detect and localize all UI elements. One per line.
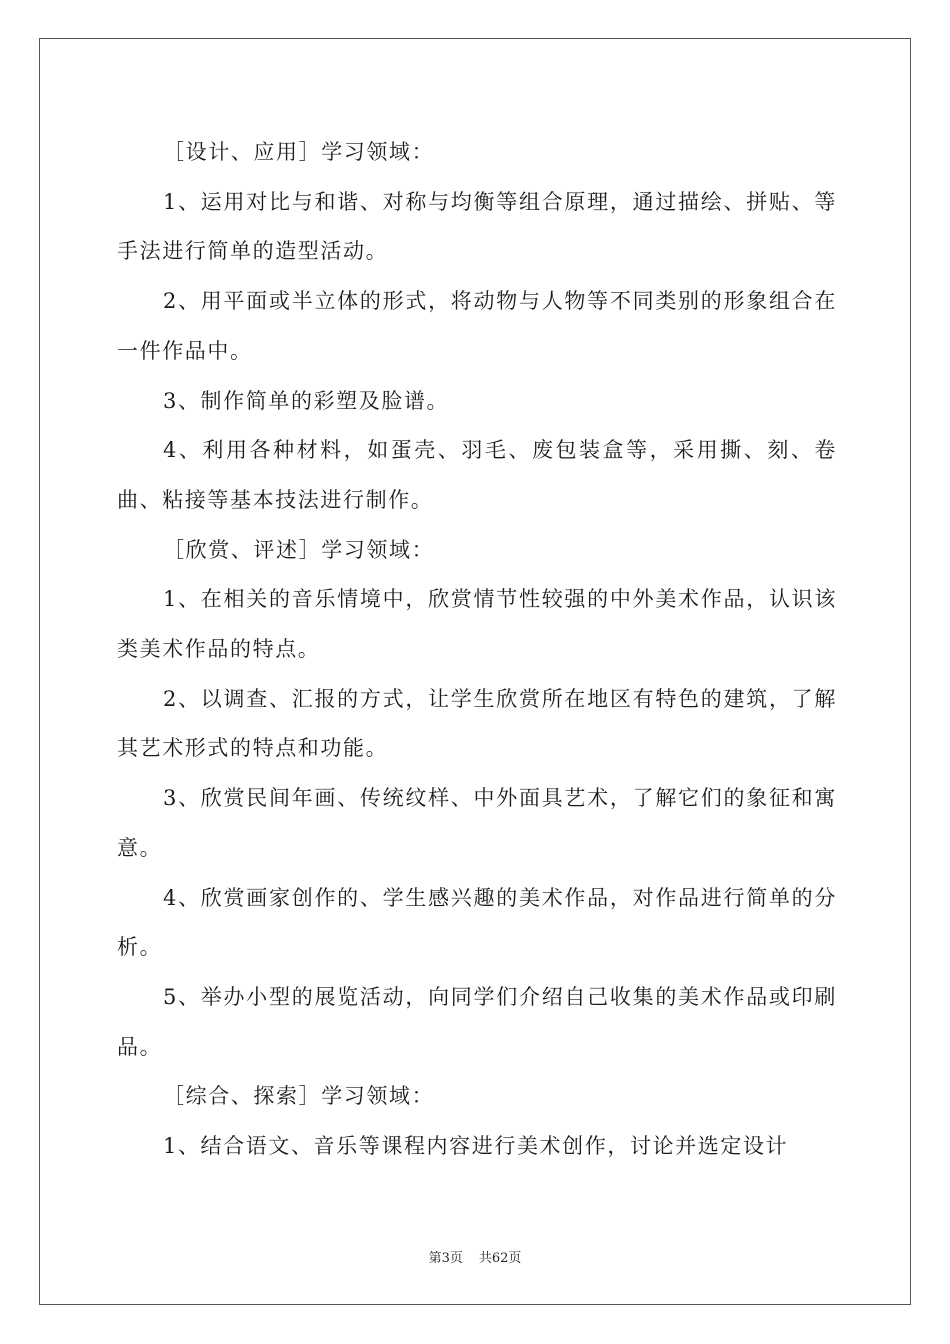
paragraph: 1、运用对比与和谐、对称与均衡等组合原理，通过描绘、拼贴、等手法进行简单的造型活动。 [117,189,837,264]
page-footer [0,1247,950,1266]
paragraph: 2、用平面或半立体的形式，将动物与人物等不同类别的形象组合在一件作品中。 [117,289,837,363]
paragraph: 2、以调查、汇报的方式，让学生欣赏所在地区有特色的建筑，了解其艺术形式的特点和功能。 [117,686,837,761]
paragraph: 5、举办小型的展览活动，向同学们介绍自己收集的美术作品或印刷品。 [117,984,837,1059]
section-heading-comprehensive: ［综合、探索］学习领域： [163,1084,435,1109]
total-pages: 共62页 [478,1251,522,1266]
section-heading-design: ［设计、应用］学习领域： [163,140,435,164]
paragraph: 1、在相关的音乐情境中，欣赏情节性较强的中外美术作品，认识该类美术作品的特点。 [117,587,837,662]
document-body [117,128,837,1172]
paragraph: 1、结合语文、音乐等课程内容进行美术创作，讨论并选定设计 [163,1134,789,1159]
section-heading-appreciation: ［欣赏、评述］学习领域： [163,537,435,562]
current-page-number: 第3页 [428,1251,463,1266]
paragraph: 3、欣赏民间年画、传统纹样、中外面具艺术，了解它们的象征和寓意。 [117,786,837,860]
paragraph: 4、利用各种材料，如蛋壳、羽毛、废包装盒等，采用撕、刻、卷曲、粘接等基本技法进行制作。 [117,438,837,512]
paragraph: 3、制作简单的彩塑及脸谱。 [163,388,450,413]
paragraph: 4、欣赏画家创作的、学生感兴趣的美术作品，对作品进行简单的分析。 [117,885,837,960]
